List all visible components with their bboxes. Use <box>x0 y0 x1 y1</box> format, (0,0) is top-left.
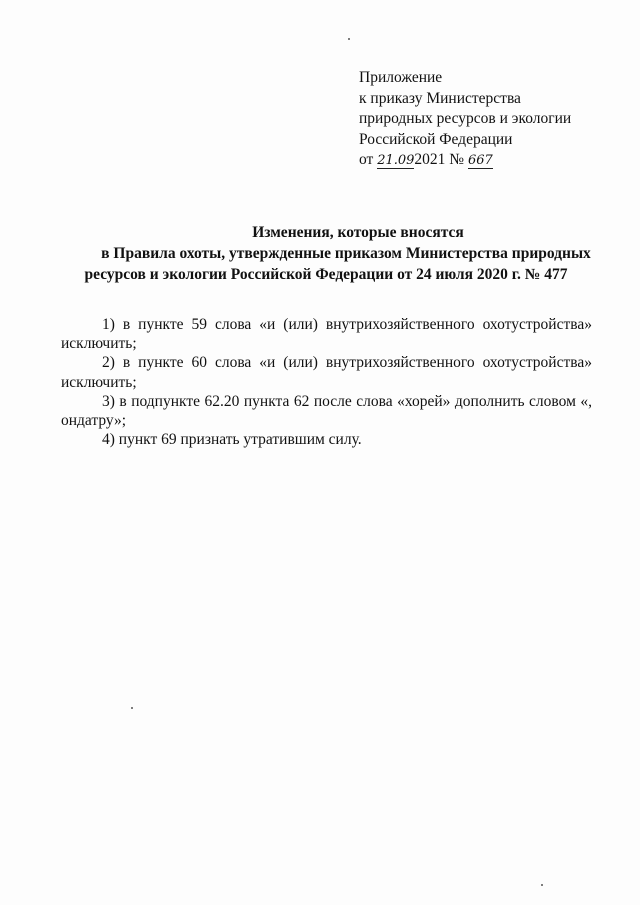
amendment-item: 2) в пункте 60 слова «и (или) внутрихозяйственного охотустройства» исключить; <box>61 354 592 391</box>
date-prefix: от <box>359 151 374 169</box>
appendix-header <box>359 68 571 171</box>
scan-speck <box>131 707 133 709</box>
document-title <box>60 223 592 285</box>
amendment-item: 4) пункт 69 признать утратившим силу. <box>102 431 362 449</box>
appendix-line: природных ресурсов и экологии <box>359 110 572 128</box>
handwritten-number: 667 <box>467 153 493 169</box>
title-line: ресурсов и экологии Российской Федерации от 24 июля 2020 г. № 477 <box>84 265 568 283</box>
title-line: в Правила охоты, утвержденные приказом Министерства природных <box>101 244 591 262</box>
scan-speck <box>348 38 350 40</box>
appendix-line: Приложение <box>359 69 443 86</box>
year-and-number-sign: 2021 № <box>414 151 465 169</box>
appendix-line: Российской Федерации <box>359 130 513 148</box>
handwritten-date: 21.09 <box>377 153 415 169</box>
scan-speck <box>541 884 543 886</box>
appendix-date-line <box>359 150 571 171</box>
title-line: Изменения, которые вносятся <box>252 224 464 241</box>
appendix-line: к приказу Министерства <box>359 89 521 107</box>
amendments-list <box>61 315 592 449</box>
amendment-item: 1) в пункте 59 слова «и (или) внутрихозяйственного охотустройства» исключить; <box>61 316 592 353</box>
amendment-item: 3) в подпункте 62.20 пункта 62 после слова «хорей» дополнить словом «, ондатру»; <box>61 392 592 430</box>
